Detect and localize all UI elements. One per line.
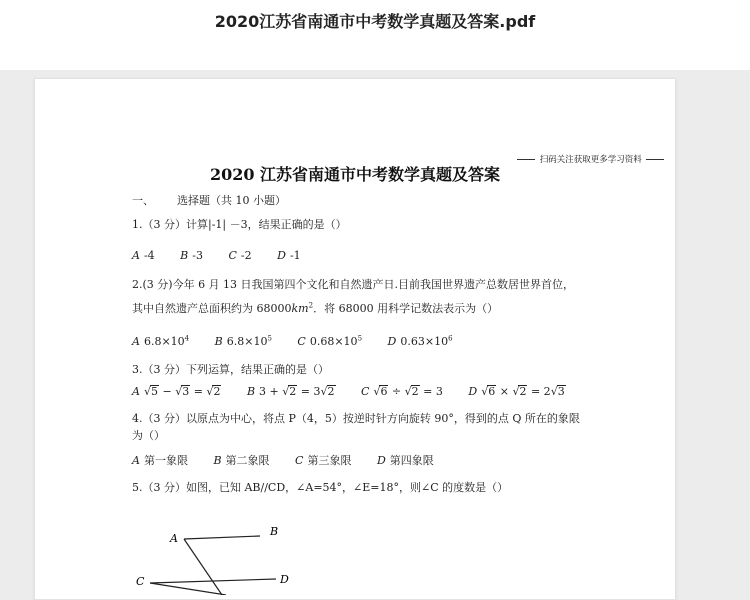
question-1-stem: 1.（3 分）计算|-1| －3，结果正确的是（） xyxy=(132,218,347,231)
q4-option-b: 第二象限 xyxy=(225,454,270,467)
pdf-page xyxy=(34,78,676,600)
q3-option-b-formula: 3 + √2 = 3√2 xyxy=(259,385,335,398)
q1-option-b-letter: B xyxy=(180,249,189,262)
question-2-line2: 其中自然遗产总面积约为 $68000km^2$．将 68000 用科学记数法表示为（） xyxy=(132,301,499,315)
banner-rule-right xyxy=(646,159,664,160)
q3-option-c-letter: C xyxy=(361,385,370,398)
geometry-figure xyxy=(130,515,330,595)
q2-option-d-letter: D xyxy=(387,334,397,348)
q4-option-d: 第四象限 xyxy=(389,454,434,467)
label-a: A xyxy=(170,532,178,545)
q1-option-a-letter: A xyxy=(132,249,140,262)
q1-option-d-letter: D xyxy=(277,249,286,262)
q4-option-c-letter: C xyxy=(295,454,304,467)
q3-option-a-letter: A xyxy=(132,385,140,398)
q2-unit: km xyxy=(291,302,309,315)
q2-option-b-exp: 5 xyxy=(267,334,272,342)
q3-option-c-formula: √6 ÷ √2 = 3 xyxy=(373,385,443,398)
document-title: 2020 江苏省南通市中考数学真题及答案 xyxy=(209,165,501,184)
q4-option-c: 第三象限 xyxy=(307,454,352,467)
q4-option-d-letter: D xyxy=(376,454,386,467)
q2-line2-part1: 其中自然遗产总面积约为 68000 xyxy=(132,302,292,315)
question-2-options xyxy=(132,334,475,348)
question-4-options xyxy=(132,452,456,468)
q4-option-a: 第一象限 xyxy=(143,454,188,467)
q1-option-d: -1 xyxy=(289,249,301,262)
q4-option-a-letter: A xyxy=(132,454,140,467)
q1-option-c-letter: C xyxy=(228,249,237,262)
q3-option-d-letter: D xyxy=(468,385,478,398)
question-1-options xyxy=(132,249,323,262)
banner-text: 扫码关注获取更多学习资料 xyxy=(539,155,642,165)
q2-option-c: 0.68×10 xyxy=(309,334,358,348)
question-4-line1: 4.（3 分）以原点为中心，将点 P（4，5）按逆时针方向旋转 90°，得到的点 Q 所在的象限 xyxy=(132,412,580,425)
q2-option-a: 6.8×10 xyxy=(143,334,185,348)
line-ae xyxy=(184,539,222,595)
file-title: 2020江苏省南通市中考数学真题及答案.pdf xyxy=(214,12,536,31)
question-5-stem: 5.（3 分）如图，已知 AB//CD，∠A=54°，∠E=18°，则∠C 的度数是（） xyxy=(132,481,509,494)
question-3-stem: 3.（3 分）下列运算，结果正确的是（） xyxy=(132,363,329,376)
q2-option-b-letter: B xyxy=(214,334,223,348)
viewer-header xyxy=(0,0,750,70)
question-4-line2: 为（） xyxy=(132,429,165,442)
q3-option-d-formula: √6 × √2 = 2√3 xyxy=(481,385,565,398)
q1-option-b: -3 xyxy=(192,249,203,262)
question-2-line1: 2.(3 分)今年 6 月 13 日我国第四个文化和自然遗产日.目前我国世界遗产总数居世界首位， xyxy=(132,278,575,291)
question-3-options xyxy=(132,385,588,398)
section-number: 一、 xyxy=(132,194,154,207)
q1-option-a: -4 xyxy=(143,249,155,262)
q4-option-b-letter: B xyxy=(213,454,222,467)
q2-option-c-exp: 5 xyxy=(357,334,363,342)
line-ab xyxy=(184,536,260,539)
banner-rule-left xyxy=(517,159,535,160)
section-heading: 选择题（共 10 小题） xyxy=(177,194,286,207)
q2-option-d-exp: 6 xyxy=(448,334,453,342)
label-d: D xyxy=(280,573,289,586)
q2-option-c-letter: C xyxy=(297,334,306,348)
label-c: C xyxy=(136,575,145,588)
q3-option-a-formula: √5 − √3 = √2 xyxy=(143,385,221,398)
q2-option-b: 6.8×10 xyxy=(226,334,268,348)
q2-option-d: 0.63×10 xyxy=(400,334,449,348)
q3-option-b-letter: B xyxy=(246,385,256,398)
q2-option-a-exp: 4 xyxy=(184,334,190,342)
q1-option-c: -2 xyxy=(240,249,252,262)
q2-line2-part2: ．将 68000 用科学记数法表示为（） xyxy=(313,302,499,315)
q2-option-a-letter: A xyxy=(132,334,140,348)
label-b: B xyxy=(270,525,279,538)
